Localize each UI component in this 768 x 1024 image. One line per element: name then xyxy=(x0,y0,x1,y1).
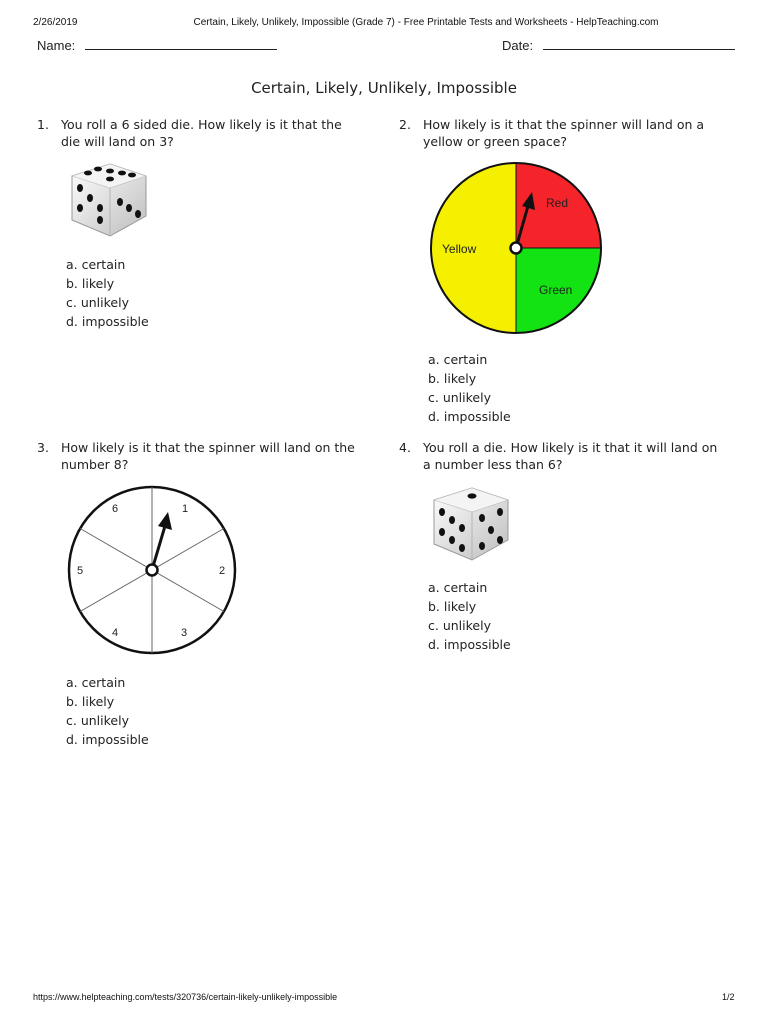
choice-certain[interactable]: a. certain xyxy=(66,675,126,690)
number-spinner xyxy=(66,484,238,656)
spinner-label-green: Green xyxy=(539,283,573,297)
question-text: You roll a 6 sided die. How likely is it that the die will land on 3? xyxy=(61,117,342,149)
spinner-number-3: 3 xyxy=(181,627,188,639)
choice-impossible[interactable]: d. impossible xyxy=(428,409,511,424)
choice-unlikely[interactable]: c. unlikely xyxy=(428,618,491,633)
choice-impossible[interactable]: d. impossible xyxy=(428,637,511,652)
print-footer xyxy=(0,992,768,1006)
question-number: 3. xyxy=(37,440,49,455)
question-number: 4. xyxy=(399,440,411,455)
choice-certain[interactable]: a. certain xyxy=(66,257,126,272)
print-url[interactable]: https://www.helpteaching.com/tests/320736/certain-likely-unlikely-impossible xyxy=(33,992,338,1002)
spinner-number-5: 5 xyxy=(77,565,84,577)
spinner-label-red: Red xyxy=(546,196,569,210)
print-date: 2/26/2019 xyxy=(33,17,78,28)
name-row xyxy=(37,38,277,53)
print-title: Certain, Likely, Unlikely, Impossible (Grade 7) - Free Printable Tests and Worksheets - HelpTeaching.com xyxy=(193,17,659,28)
choice-unlikely[interactable]: c. unlikely xyxy=(66,295,129,310)
question-text: How likely is it that the spinner will land on a yellow or green space? xyxy=(423,117,705,149)
worksheet-title: Certain, Likely, Unlikely, Impossible xyxy=(251,79,517,97)
question-text: How likely is it that the spinner will land on the number 8? xyxy=(61,440,355,472)
spinner-label-yellow: Yellow xyxy=(442,242,477,256)
choice-certain[interactable]: a. certain xyxy=(428,352,488,367)
choice-unlikely[interactable]: c. unlikely xyxy=(66,713,129,728)
choice-impossible[interactable]: d. impossible xyxy=(66,314,149,329)
spinner-number-4: 4 xyxy=(112,627,119,639)
choices-q4 xyxy=(428,578,511,654)
choice-impossible[interactable]: d. impossible xyxy=(66,732,149,747)
question-2 xyxy=(399,116,729,152)
spinner-number-6: 6 xyxy=(112,503,119,515)
choice-likely[interactable]: b. likely xyxy=(66,276,115,291)
choices-q1 xyxy=(66,255,149,331)
date-label: Date: xyxy=(502,38,534,53)
spinner-number-2: 2 xyxy=(219,565,226,577)
die-image-1 xyxy=(66,158,150,242)
print-header xyxy=(0,17,768,33)
page-number: 1/2 xyxy=(722,992,735,1002)
spinner-number-1: 1 xyxy=(182,503,189,515)
name-label: Name: xyxy=(37,38,76,53)
choice-likely[interactable]: b. likely xyxy=(428,371,477,386)
question-3 xyxy=(37,439,367,475)
choices-q2 xyxy=(428,350,511,426)
choice-likely[interactable]: b. likely xyxy=(428,599,477,614)
date-row xyxy=(502,38,735,53)
question-number: 2. xyxy=(399,117,411,132)
choice-likely[interactable]: b. likely xyxy=(66,694,115,709)
color-spinner xyxy=(428,160,604,336)
choice-unlikely[interactable]: c. unlikely xyxy=(428,390,491,405)
question-1 xyxy=(37,116,367,152)
choices-q3 xyxy=(66,673,149,749)
die-image-2 xyxy=(428,482,512,566)
choice-certain[interactable]: a. certain xyxy=(428,580,488,595)
question-text: You roll a die. How likely is it that it will land on a number less than 6? xyxy=(423,440,718,472)
question-number: 1. xyxy=(37,117,49,132)
question-4 xyxy=(399,439,729,475)
name-blank[interactable] xyxy=(85,39,277,50)
date-blank[interactable] xyxy=(543,39,735,50)
